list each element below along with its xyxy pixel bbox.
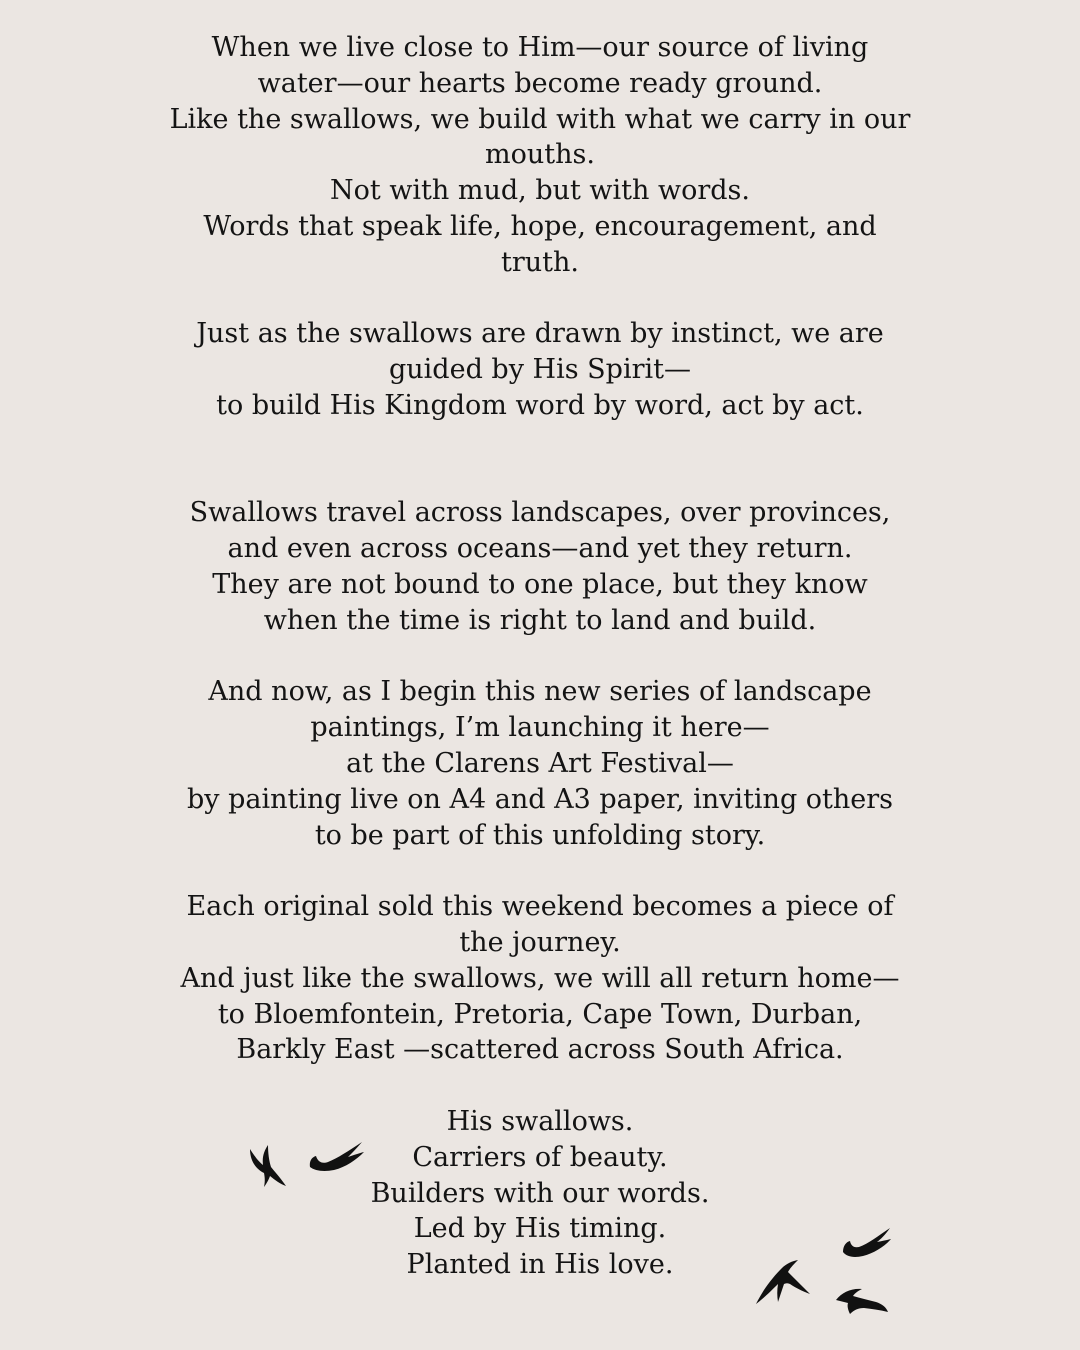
poem-line: water—our hearts become ready ground. [257,67,823,99]
poem-line: guided by His Spirit— [389,354,691,386]
poem-line: His swallows. [446,1105,634,1137]
stanza-4 [0,674,1080,853]
poem-line: Builders with our words. [370,1177,710,1209]
poem-line: They are not bound to one place, but they know [212,568,868,600]
poem-line: the journey. [459,926,621,958]
poem-line: Like the swallows, we build with what we carry in our [169,103,911,135]
poem-line: And now, as I begin this new series of landscape [208,676,872,708]
poem-line: Carriers of beauty. [412,1141,668,1173]
poem-line: Swallows travel across landscapes, over provinces, [189,497,891,529]
swallow-silhouette-icon [834,1286,890,1318]
poem-line: Led by His timing. [413,1213,667,1245]
poem-line: truth. [501,246,579,278]
poem-line: and even across oceans—and yet they return. [227,533,853,565]
stanza-1 [0,30,1080,281]
poem-line: Each original sold this weekend becomes a piece of [186,891,894,923]
poem-line: at the Clarens Art Festival— [346,747,734,779]
poem-line: to Bloemfontein, Pretoria, Cape Town, Durban, [217,998,863,1030]
stanza-3 [0,495,1080,638]
poem-line: paintings, I’m launching it here— [310,712,770,744]
swallow-silhouette-icon [244,1143,290,1191]
poem-line: Not with mud, but with words. [330,175,750,207]
stanza-2 [0,316,1080,423]
poem-line: to build His Kingdom word by word, act by act. [216,389,864,421]
poem-line: Planted in His love. [406,1249,674,1281]
poem-line: Words that speak life, hope, encouragement, and [203,210,877,242]
poem-line: Just as the swallows are drawn by instinct, we are [196,318,884,350]
poem-line: And just like the swallows, we will all return home— [180,962,900,994]
poem-line: by painting live on A4 and A3 paper, inviting others [186,783,894,815]
stanza-5 [0,889,1080,1068]
poem-line: mouths. [485,139,595,171]
poem-line: When we live close to Him—our source of living [211,32,869,63]
swallow-silhouette-icon [840,1226,892,1260]
poem-line: Barkly East —scattered across South Africa. [236,1034,844,1066]
poem-line: when the time is right to land and build. [263,604,817,636]
poem-line: to be part of this unfolding story. [314,819,766,851]
poem-text [0,30,1080,1283]
stanza-6 [0,1104,1080,1283]
swallow-silhouette-icon [306,1140,366,1174]
swallow-silhouette-icon [752,1256,814,1308]
